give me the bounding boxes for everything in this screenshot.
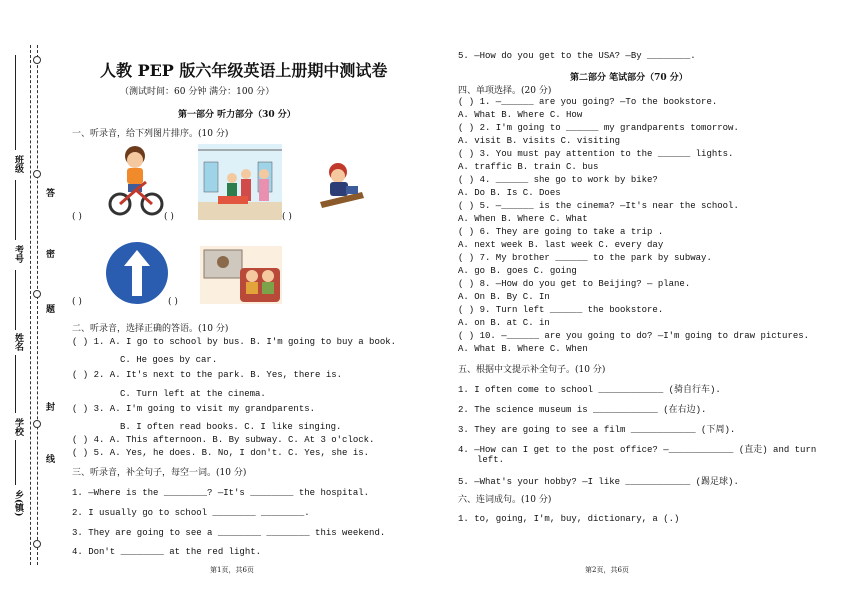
- binding-hole: [33, 420, 41, 428]
- q3-line-5: 5. —How do you get to the USA? —By ________.: [458, 51, 696, 61]
- binding-hole: [33, 290, 41, 298]
- town-blank: [15, 440, 16, 485]
- binding-label-school: 学校: [13, 418, 23, 436]
- q4-line: ( ) 1. —______ are you going? —To the bookstore.: [458, 97, 718, 107]
- q4-line: A. Do B. Is C. Does: [458, 188, 561, 198]
- binding-hole: [33, 56, 41, 64]
- q5-line: 1. I often come to school ____________ (骑自行车).: [458, 385, 721, 395]
- q3-line: 1. —Where is the ________? —It's ________ the hospital.: [72, 488, 370, 498]
- q4-line: ( ) 10. —______ are you going to do? —I'm going to draw pictures.: [458, 331, 810, 341]
- q4-line: ( ) 7. My brother ______ to the park by subway.: [458, 253, 712, 263]
- q6-line: 1. to, going, I'm, buy, dictionary, a (.): [458, 514, 680, 524]
- q4-line: ( ) 2. I'm going to ______ my grandparents tomorrow.: [458, 123, 739, 133]
- exam-no-blank: [15, 180, 16, 240]
- q2-line: ( ) 5. A. Yes, he does. B. No, I don't. C. Yes, she is.: [72, 448, 370, 458]
- class-blank: [15, 55, 16, 150]
- binding-label-town: 乡(镇): [13, 490, 23, 517]
- q4-line: ( ) 6. They are going to take a trip .: [458, 227, 664, 237]
- q4-line: A. What B. Where C. How: [458, 110, 583, 120]
- binding-label-class: 班级: [13, 155, 23, 173]
- answer-paren-5[interactable]: ( ): [168, 297, 178, 307]
- q4-line: A. What B. Where C. When: [458, 344, 588, 354]
- seal-char: 密: [46, 250, 56, 260]
- q4-line: A. on B. at C. in: [458, 318, 550, 328]
- name-blank: [15, 270, 16, 330]
- q3-line: 3. They are going to see a ________ ________ this weekend.: [72, 528, 386, 538]
- q4-line: A. When B. Where C. What: [458, 214, 588, 224]
- page-footer-right: 第2页，共6页: [585, 566, 629, 574]
- q5-line: left.: [477, 455, 505, 465]
- section1-heading: 一、听录音，给下列图片排序。(10 分): [72, 129, 229, 139]
- exam-title: 人教 PEP 版六年级英语上册期中测试卷: [100, 61, 388, 80]
- q3-line: 2. I usually go to school ________ ________.: [72, 508, 310, 518]
- answer-paren-2[interactable]: ( ): [164, 212, 174, 222]
- q4-line: A. On B. By C. In: [458, 292, 550, 302]
- q5-line: 3. They are going to see a film ____________ (下周).: [458, 425, 736, 435]
- seal-char: 线: [46, 455, 56, 465]
- q4-line: A. visit B. visits C. visiting: [458, 136, 621, 146]
- boy-sledding-picture: [316, 158, 368, 214]
- q5-line: 4. —How can I get to the post office? —____________ (直走) and turn: [458, 445, 817, 455]
- seal-char: 题: [46, 305, 56, 315]
- q3-line: 4. Don't ________ at the red light.: [72, 547, 262, 557]
- q2-line: ( ) 2. A. It's next to the park. B. Yes, there is.: [72, 370, 343, 380]
- exam-time-info: （测试时间：60 分钟 满分：100 分）: [120, 87, 275, 97]
- q2-line: ( ) 1. A. I go to school by bus. B. I'm going to buy a book.: [72, 337, 397, 347]
- seal-char: 答: [46, 189, 56, 199]
- binding-label-exam-no: 考号: [13, 245, 23, 263]
- q4-line: ( ) 3. You must pay attention to the ______ lights.: [458, 149, 734, 159]
- subway-passengers-picture: [198, 144, 282, 220]
- q4-line: ( ) 4. ______ she go to work by bike?: [458, 175, 658, 185]
- section6-heading: 六、连词成句。(10 分): [458, 495, 552, 505]
- go-straight-sign-picture: [104, 240, 170, 306]
- q2-line: ( ) 4. A. This afternoon. B. By subway. C. At 3 o'clock.: [72, 435, 375, 445]
- binding-dashed-line: [37, 45, 38, 565]
- answer-paren-4[interactable]: ( ): [72, 297, 82, 307]
- answer-paren-1[interactable]: ( ): [72, 212, 82, 222]
- binding-dashed-line-outer: [30, 45, 31, 565]
- q4-line: ( ) 9. Turn left ______ the bookstore.: [458, 305, 664, 315]
- q4-line: A. traffic B. train C. bus: [458, 162, 599, 172]
- q5-line: 2. The science museum is ____________ (在右边).: [458, 405, 707, 415]
- binding-hole: [33, 170, 41, 178]
- q4-line: ( ) 5. —______ is the cinema? —It's near the school.: [458, 201, 739, 211]
- answer-paren-3[interactable]: ( ): [282, 212, 292, 222]
- q2-line: B. I often read books. C. I like singing.: [120, 422, 342, 432]
- q2-line: ( ) 3. A. I'm going to visit my grandparents.: [72, 404, 316, 414]
- part1-heading: 第一部分 听力部分（30 分）: [178, 110, 296, 120]
- boy-on-bike-picture: [106, 142, 164, 220]
- seal-char: 封: [46, 403, 56, 413]
- school-blank: [15, 355, 16, 413]
- q4-line: A. go B. goes C. going: [458, 266, 577, 276]
- section3-heading: 三、听录音，补全句子，每空一词。(10 分): [72, 468, 247, 478]
- page-footer-left: 第1页，共6页: [210, 566, 254, 574]
- binding-hole: [33, 540, 41, 548]
- binding-label-name: 姓名: [13, 333, 23, 351]
- section4-heading: 四、单项选择。(20 分): [458, 86, 552, 96]
- q5-line: 5. —What's your hobby? —I like ____________ (踢足球).: [458, 477, 739, 487]
- q2-line: C. Turn left at the cinema.: [120, 389, 266, 399]
- section2-heading: 二、听录音，选择正确的答语。(10 分): [72, 324, 229, 334]
- cinema-audience-picture: [200, 246, 282, 304]
- q4-line: ( ) 8. —How do you get to Beijing? — plane.: [458, 279, 691, 289]
- section5-heading: 五、根据中文提示补全句子。(10 分): [458, 365, 606, 375]
- q2-line: C. He goes by car.: [120, 355, 218, 365]
- q4-line: A. next week B. last week C. every day: [458, 240, 664, 250]
- part2-heading: 第二部分 笔试部分（70 分）: [570, 73, 688, 83]
